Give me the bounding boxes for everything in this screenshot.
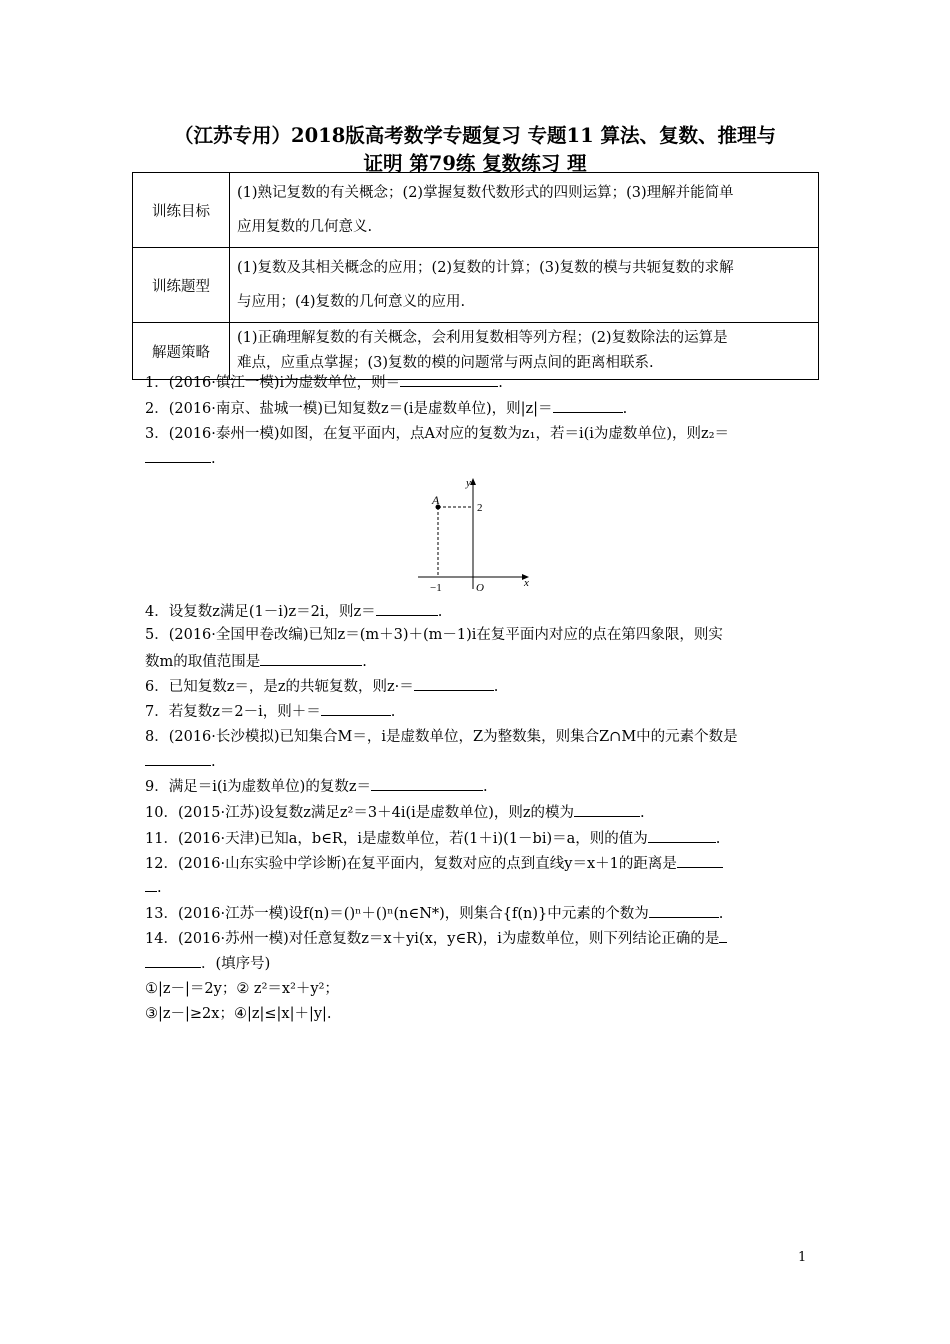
x-tick-label: −1 [430,582,442,594]
question-2: 2．(2016·南京、盐城一模)已知复数z＝(i是虚数单位)，则|z|＝ . [145,398,627,419]
title-line-1: （江苏专用）2018版高考数学专题复习 专题11 算法、复数、推理与 [174,124,776,147]
options-line-2: ③|z－|≥2x；④|z|≤|x|＋|y|. [145,1006,332,1022]
row-label: 训练目标 [133,173,230,248]
question-5-continuation: 数m的取值范围是 . [145,650,367,671]
complex-plane-figure [418,474,538,594]
row-content-line: (1)正确理解复数的有关概念，会利用复数相等列方程；(2)复数除法的运算是 [237,330,728,346]
table-row [133,173,819,248]
question-3: 3．(2016·泰州一模)如图，在复平面内，点A对应的复数为z₁，若＝i(i为虚数单位)，则z₂＝ [145,426,730,442]
question-9: 9．满足＝i(i为虚数单位)的复数z＝ . [145,776,488,797]
question-4: 4．设复数z满足(1－i)z＝2i，则z＝ . [145,601,442,622]
row-content-line: 应用复数的几何意义. [237,219,373,235]
question-8-answer: . [145,751,216,770]
options-line-1: ①|z－|＝2y；② z²＝x²＋y²； [145,981,339,997]
row-content [230,323,819,380]
table-row [133,248,819,323]
row-content-line: 与应用；(4)复数的几何意义的应用. [237,294,466,310]
answer-blank [400,372,498,387]
table-row [133,323,819,380]
x-axis-label: x [524,577,529,589]
question-13: 13．(2016·江苏一模)设f(n)＝()ⁿ＋()ⁿ(n∈N*)，则集合{f(n)}中元素的个数为 . [145,903,723,924]
training-info-table [132,172,819,380]
question-3-answer: . [145,448,216,467]
y-axis-arrow [470,478,476,485]
question-14-continuation: ．(填序号) [145,952,270,973]
y-axis-label: y [466,477,471,489]
row-label: 解题策略 [133,323,230,380]
answer-blank [648,828,716,843]
origin-label: O [476,582,484,594]
answer-blank [145,751,211,766]
question-1: 1．(2016·镇江一模)i为虚数单位，则＝ . [145,372,503,393]
row-content-line: 难点，应重点掌握；(3)复数的模的问题常与两点间的距离相联系. [237,355,654,371]
row-content [230,248,819,323]
answer-blank [321,701,391,716]
question-14: 14．(2016·苏州一模)对任意复数z＝x＋yi(x，y∈R)，i为虚数单位，则下列结论正确的是 [145,928,727,949]
answer-blank [574,802,640,817]
question-5: 5．(2016·全国甲卷改编)已知z＝(m＋3)＋(m－1)i在复平面内对应的点在第四象限，则实 [145,627,723,643]
page-number: 1 [798,1250,807,1265]
question-11: 11．(2016·天津)已知a，b∈R，i是虚数单位，若(1＋i)(1－bi)＝a，则的值为 . [145,828,720,849]
answer-blank [145,877,157,892]
answer-blank [649,903,719,918]
answer-blank [145,953,201,968]
document-title [130,122,820,178]
title-line-2: 证明 第79练 复数练习 理 [363,152,587,175]
answer-blank [677,853,723,868]
question-8: 8．(2016·长沙模拟)已知集合M＝，i是虚数单位，Z为整数集，则集合Z∩M中的元素个数是 [145,729,738,745]
answer-blank [553,398,623,413]
answer-blank [376,601,438,616]
row-label: 训练题型 [133,248,230,323]
answer-blank [260,651,362,666]
answer-blank [145,448,211,463]
question-6: 6．已知复数z＝，是z的共轭复数，则z·＝ . [145,676,498,697]
point-a-label: A [432,493,440,507]
answer-blank [414,676,494,691]
answer-blank [719,928,727,943]
question-12: 12．(2016·山东实验中学诊断)在复平面内，复数对应的点到直线y＝x＋1的距离是 [145,853,723,874]
question-12-answer: . [145,877,162,896]
question-7: 7．若复数z＝2－i，则＋＝ . [145,701,395,722]
row-content [230,173,819,248]
question-10: 10．(2015·江苏)设复数z满足z²＝3＋4i(i是虚数单位)，则z的模为 . [145,802,645,823]
answer-blank [371,776,483,791]
y-tick-label: 2 [477,502,483,514]
row-content-line: (1)熟记复数的有关概念；(2)掌握复数代数形式的四则运算；(3)理解并能简单 [237,185,734,201]
row-content-line: (1)复数及其相关概念的应用；(2)复数的计算；(3)复数的模与共轭复数的求解 [237,260,734,276]
